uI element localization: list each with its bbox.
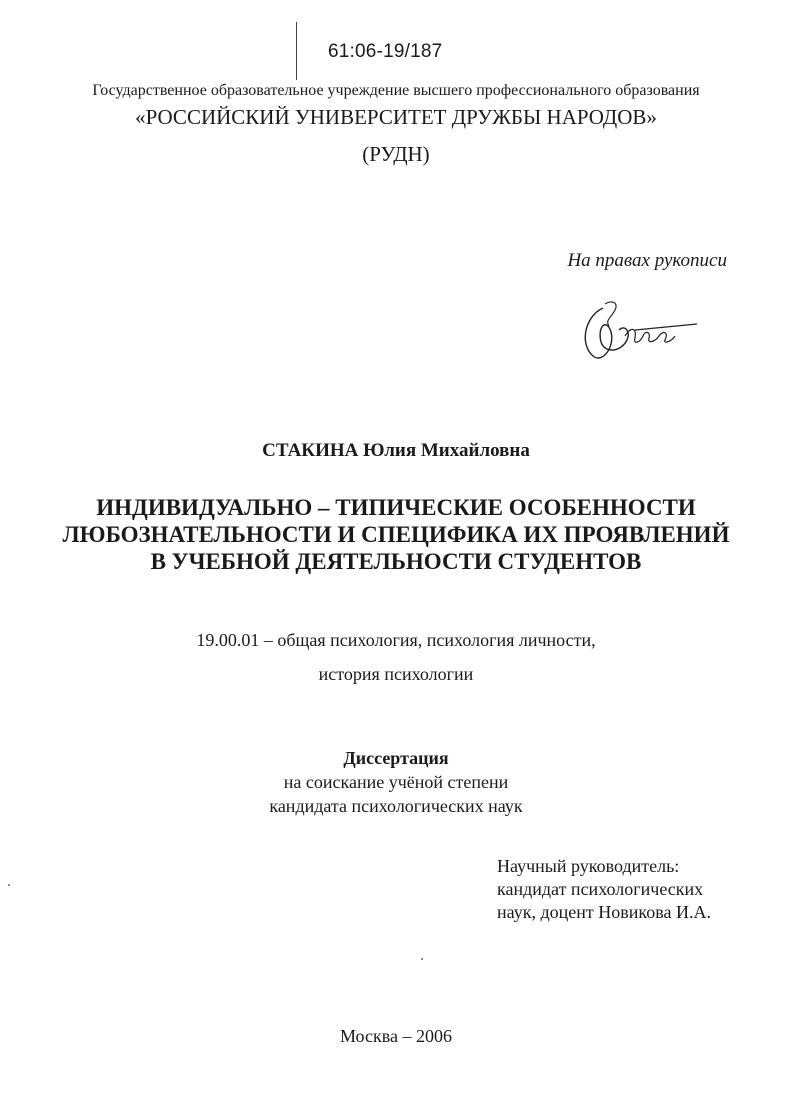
dissertation-title bbox=[0, 494, 792, 575]
advisor-name: наук, доцент Новикова И.А. bbox=[497, 902, 711, 922]
title-line: ЛЮБОЗНАТЕЛЬНОСТИ И СПЕЦИФИКА ИХ ПРОЯВЛЕНИЙ bbox=[62, 522, 730, 547]
manuscript-rights-note: На правах рукописи bbox=[567, 250, 727, 271]
author-name: СТАКИНА Юлия Михайловна bbox=[262, 440, 530, 461]
university-name: «РОССИЙСКИЙ УНИВЕРСИТЕТ ДРУЖБЫ НАРОДОВ» bbox=[135, 105, 657, 129]
degree-name: кандидата психологических наук bbox=[269, 796, 523, 816]
advisor-label: Научный руководитель: bbox=[497, 856, 680, 876]
institution-name: Государственное образовательное учреждение высшего профессионального образования bbox=[92, 82, 700, 99]
author-signature bbox=[575, 296, 700, 366]
library-stamp-code: 61:06-19/187 bbox=[328, 41, 443, 62]
specialty-name-line: история психологии bbox=[318, 664, 474, 684]
degree-purpose: на соискание учёной степени bbox=[283, 772, 509, 792]
specialty-code-line: 19.00.01 – общая психология, психология личности, bbox=[196, 630, 596, 650]
work-type: Диссертация bbox=[343, 748, 449, 768]
scan-speck bbox=[421, 958, 423, 960]
advisor-degree: кандидат психологических bbox=[497, 879, 704, 899]
scientific-advisor bbox=[497, 855, 711, 924]
title-line: ИНДИВИДУАЛЬНО – ТИПИЧЕСКИЕ ОСОБЕННОСТИ bbox=[96, 495, 696, 520]
scan-speck bbox=[8, 884, 10, 886]
university-abbreviation: (РУДН) bbox=[362, 142, 430, 166]
title-line: В УЧЕБНОЙ ДЕЯТЕЛЬНОСТИ СТУДЕНТОВ bbox=[150, 549, 642, 574]
city-and-year: Москва – 2006 bbox=[340, 1026, 452, 1046]
scan-edge-line bbox=[296, 22, 297, 80]
